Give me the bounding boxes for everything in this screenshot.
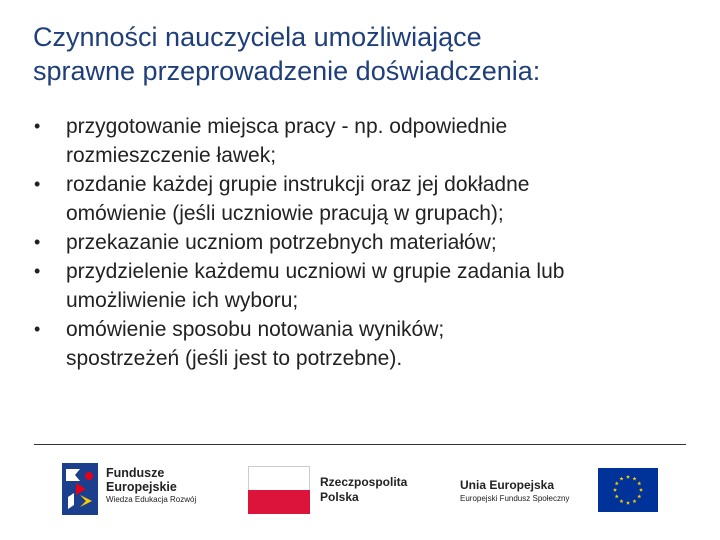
rzeczpospolita-polska-logo — [248, 460, 438, 520]
bullet-text-line: przydzielenie każdemu uczniowi w grupie zadania lub — [66, 260, 565, 283]
eu-flag-icon — [598, 468, 658, 512]
bullet-icon: • — [34, 174, 41, 194]
bullet-icon: • — [34, 319, 41, 339]
polish-flag-icon — [248, 466, 310, 514]
fundusze-europejskie-logo — [62, 460, 222, 520]
fundusze-line-3: Wiedza Edukacja Rozwój — [106, 495, 197, 504]
bullet-icon: • — [34, 261, 41, 281]
unia-line-1: Unia Europejska — [460, 478, 555, 492]
fundusze-europejskie-logo-icon — [62, 463, 98, 515]
footer-divider — [34, 444, 686, 445]
list-item — [34, 257, 694, 315]
fundusze-line-2: Europejskie — [106, 480, 177, 494]
bullet-list — [34, 112, 694, 373]
rzeczpospolita-line-2: Polska — [320, 490, 359, 504]
list-item — [34, 315, 694, 373]
bullet-icon: • — [34, 232, 41, 252]
bullet-text-line: umożliwienie ich wyboru; — [66, 289, 299, 312]
slide-title — [33, 20, 693, 88]
bullet-icon: • — [34, 116, 41, 136]
bullet-text-line: przygotowanie miejsca pracy - np. odpowiednie — [66, 115, 508, 138]
list-item — [34, 170, 694, 228]
footer-logos — [0, 460, 720, 520]
list-item — [34, 112, 694, 170]
bullet-text-line: omówienie sposobu notowania wyników; — [66, 318, 445, 341]
bullet-text-line: rozdanie każdej grupie instrukcji oraz jej dokładne — [66, 173, 530, 196]
title-line-1: Czynności nauczyciela umożliwiające — [33, 22, 482, 52]
list-item — [34, 228, 694, 257]
unia-europejska-logo — [460, 460, 660, 520]
bullet-text-line: omówienie (jeśli uczniowie pracują w grupach); — [66, 202, 504, 225]
fundusze-line-1: Fundusze — [106, 466, 165, 480]
bullet-text-line: przekazanie uczniom potrzebnych materiałów; — [66, 231, 497, 254]
bullet-text-line: rozmieszczenie ławek; — [66, 144, 277, 167]
unia-line-2: Europejski Fundusz Społeczny — [460, 494, 570, 503]
bullet-text-line: spostrzeżeń (jeśli jest to potrzebne). — [66, 347, 403, 370]
title-line-2: sprawne przeprowadzenie doświadczenia: — [33, 56, 541, 86]
rzeczpospolita-line-1: Rzeczpospolita — [320, 475, 408, 489]
